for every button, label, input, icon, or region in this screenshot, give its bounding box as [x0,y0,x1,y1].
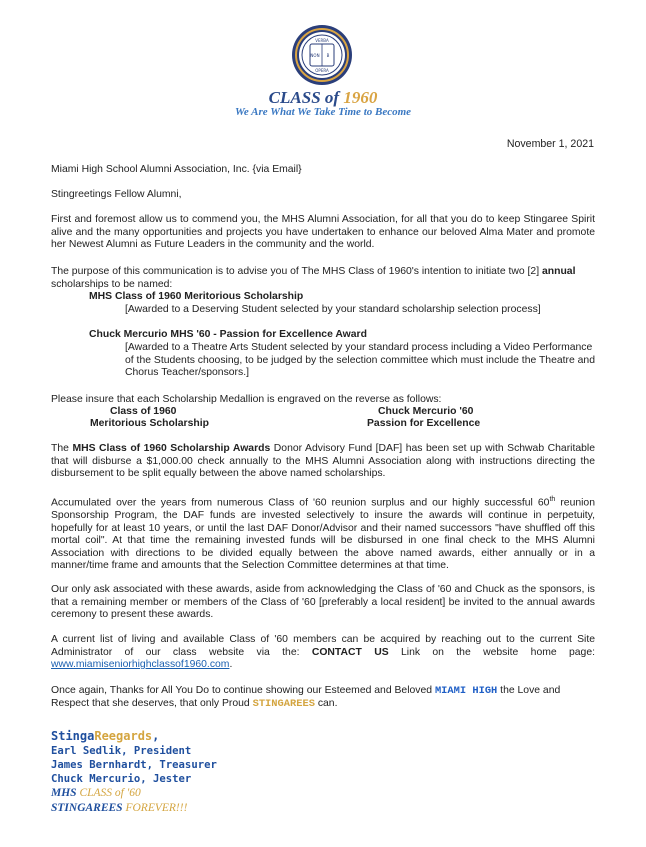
signature-treasurer: James Bernhardt, Treasurer [51,759,217,771]
medallion-right-line-2: Passion for Excellence [367,418,481,429]
medallion-intro: Please insure that each Scholarship Medallion is engraved on the reverse as follows: [51,394,442,405]
paragraph-accumulated: Accumulated over the years from numerous Class of '60 reunion surplus and our highly successful 60th reunion Sponsorship Program, the DAF funds are invested selectively to insure the awards will continue in perpetuity, hopefully for at least 10 years, or until the last DAF Donor/Advisor and their named successors "have shuffled off this mortal coil". At that time the remaining invested funds will be disbursed in one final check to the MHS Alumni Association with directions to be divided equally between the above named awards, either annually or in a manner/time frame and amounts that the Selection Committee determines at that time. [51,496,595,572]
class-seal-logo [291,24,353,86]
svg-text:OPERA: OPERA [315,68,329,73]
closing-regards: StingaReegards, [51,729,160,743]
paragraph-purpose: The purpose of this communication is to advise you of The MHS Class of 1960's intention to initiate two [2] annual scholarships to be named: [51,266,576,290]
paragraph-commend: First and foremost allow us to commend you, the MHS Alumni Association, for all that you do to keep Stingaree Spirit alive and the many opportunities and projects you have undertaken to enhance our beloved Alma Mater and promote her Newest Alumni as Future Leaders in the community and the world. [51,214,595,251]
class-of-1960-title: CLASS of 1960 [268,88,378,107]
medallion-left-line-2: Meritorious Scholarship [90,418,209,429]
letter-date: November 1, 2021 [506,138,594,150]
svg-text:VERBA: VERBA [315,38,329,43]
website-link[interactable]: www.miamiseniorhighclassof1960.com [51,659,230,671]
scholarship-2-description: [Awarded to a Theatre Arts Student selected by your standard process including a Video Performance of the Students choosing, to be judged by the selection committee which must include the Theatre and Chorus Teacher/sponsors.] [125,342,595,379]
tagline-class-of-60: MHS CLASS of '60 [51,787,141,799]
paragraph-member-list: A current list of living and available Class of '60 members can be acquired by reaching out to the current Site Administrator of our class website via the: CONTACT US Link on the website home page: www.miamiseniorhighclassof1960.com. [51,634,596,671]
recipient-line: Miami High School Alumni Association, Inc. {via Email} [51,164,302,175]
tagline-stingarees-forever: STINGAREES FOREVER!!! [51,802,188,814]
paragraph-ask: Our only ask associated with these awards, aside from acknowledging the Class of '60 and Chuck as the sponsors, is that a remaining member or members of the Class of '60 [preferably a local resident] be invited to the annual awards ceremony to present these awards. [51,584,595,621]
class-motto: We Are What We Take Time to Become [234,106,412,118]
signature-jester: Chuck Mercurio, Jester [51,773,192,785]
miami-high-text: MIAMI HIGH [434,685,498,697]
svg-text:NON: NON [310,53,320,58]
paragraph-thanks: Once again, Thanks for All You Do to continue showing our Esteemed and Beloved MIAMI HIGH the Love and Respect that she deserves, that only Proud STINGAREES can. [51,685,561,710]
medallion-left-line-1: Class of 1960 [110,406,177,417]
svg-text:B: B [326,53,330,58]
salutation: Stingreetings Fellow Alumni, [51,189,182,200]
stingarees-text: STINGAREES [252,697,315,710]
medallion-right-line-1: Chuck Mercurio '60 [378,406,474,417]
signature-president: Earl Sedlik, President [51,745,192,757]
scholarship-1-description: [Awarded to a Deserving Student selected by your standard scholarship selection process] [125,304,541,315]
paragraph-daf: The MHS Class of 1960 Scholarship Awards Donor Advisory Fund [DAF] has been set up with Schwab Charitable that will disburse a $1,000.00 check annually to the MHS Alumni Association along with instructions directing the disbursement to be split equally between the above named scholarships. [51,443,595,480]
scholarship-1-title: MHS Class of 1960 Meritorious Scholarship [89,291,304,302]
scholarship-2-title: Chuck Mercurio MHS '60 - Passion for Excellence Award [89,329,367,340]
